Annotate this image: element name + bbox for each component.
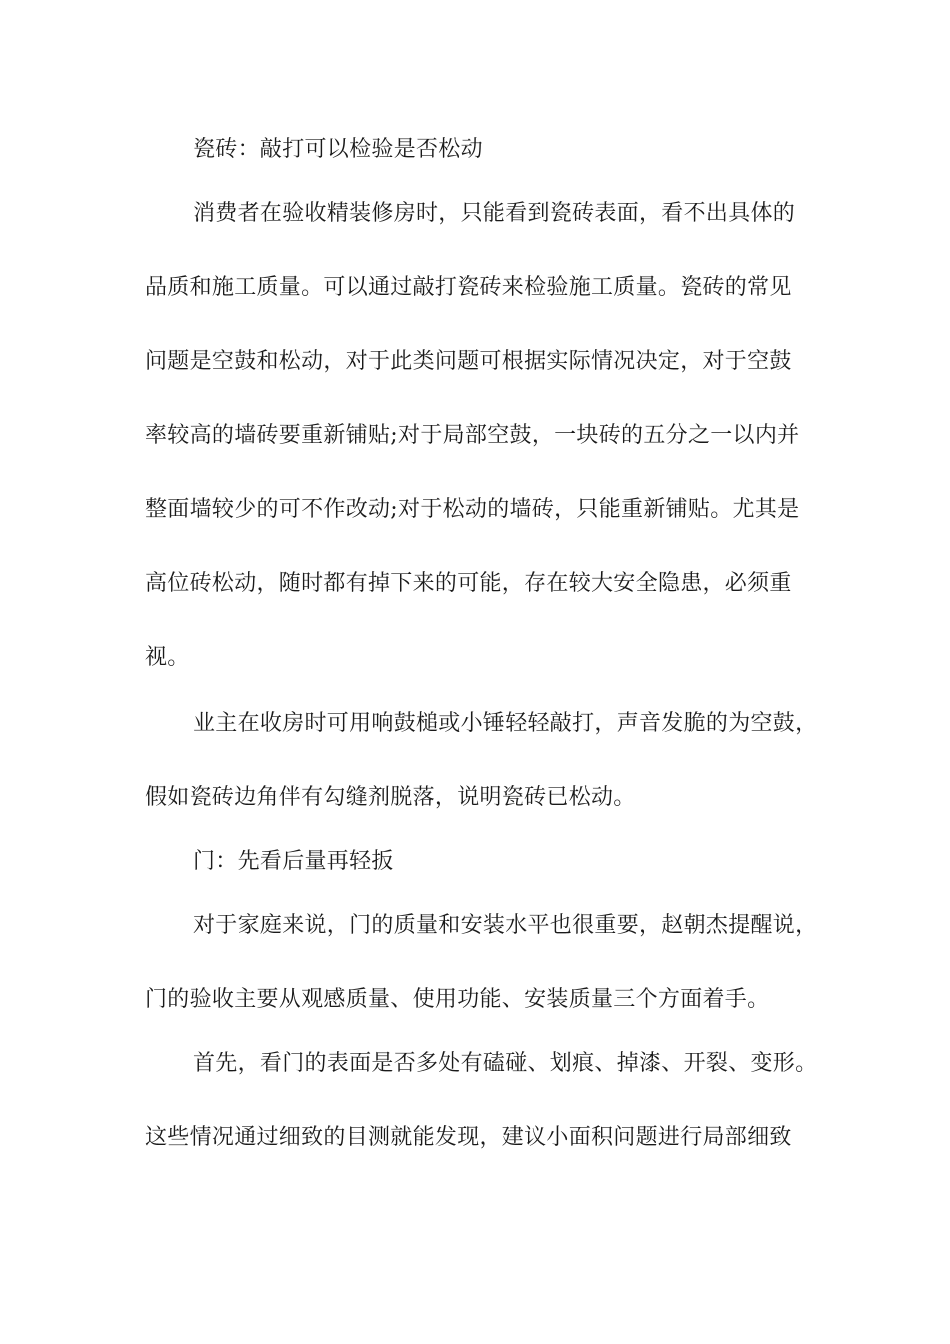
paragraph-line: 业主在收房时可用响鼓槌或小锤轻轻敲打，声音发脆的为空鼓， [193,711,818,736]
paragraph-line: 门的验收主要从观感质量、使用功能、安装质量三个方面着手。 [145,987,770,1012]
paragraph-line: 整面墙较少的可不作改动;对于松动的墙砖，只能重新铺贴。尤其是 [145,497,800,522]
paragraph-line: 消费者在验收精装修房时，只能看到瓷砖表面，看不出具体的 [193,201,796,226]
paragraph-line: 率较高的墙砖要重新铺贴;对于局部空鼓，一块砖的五分之一以内并 [145,423,800,448]
paragraph-line: 品质和施工质量。可以通过敲打瓷砖来检验施工质量。瓷砖的常见 [145,275,792,300]
section-heading-tiles: 瓷砖：敲打可以检验是否松动 [193,137,483,162]
section-heading-doors: 门：先看后量再轻扳 [193,849,394,874]
paragraph-line: 假如瓷砖边角伴有勾缝剂脱落，说明瓷砖已松动。 [145,785,636,810]
paragraph-line: 首先，看门的表面是否多处有磕碰、划痕、掉漆、开裂、变形。 [193,1051,818,1076]
paragraph-line: 这些情况通过细致的目测就能发现，建议小面积问题进行局部细致 [145,1125,792,1150]
paragraph-line: 对于家庭来说，门的质量和安装水平也很重要，赵朝杰提醒说， [193,913,818,938]
paragraph-line: 问题是空鼓和松动，对于此类问题可根据实际情况决定，对于空鼓 [145,349,792,374]
paragraph-line: 高位砖松动，随时都有掉下来的可能，存在较大安全隐患，必须重 [145,571,792,596]
paragraph-line: 视。 [145,645,190,670]
